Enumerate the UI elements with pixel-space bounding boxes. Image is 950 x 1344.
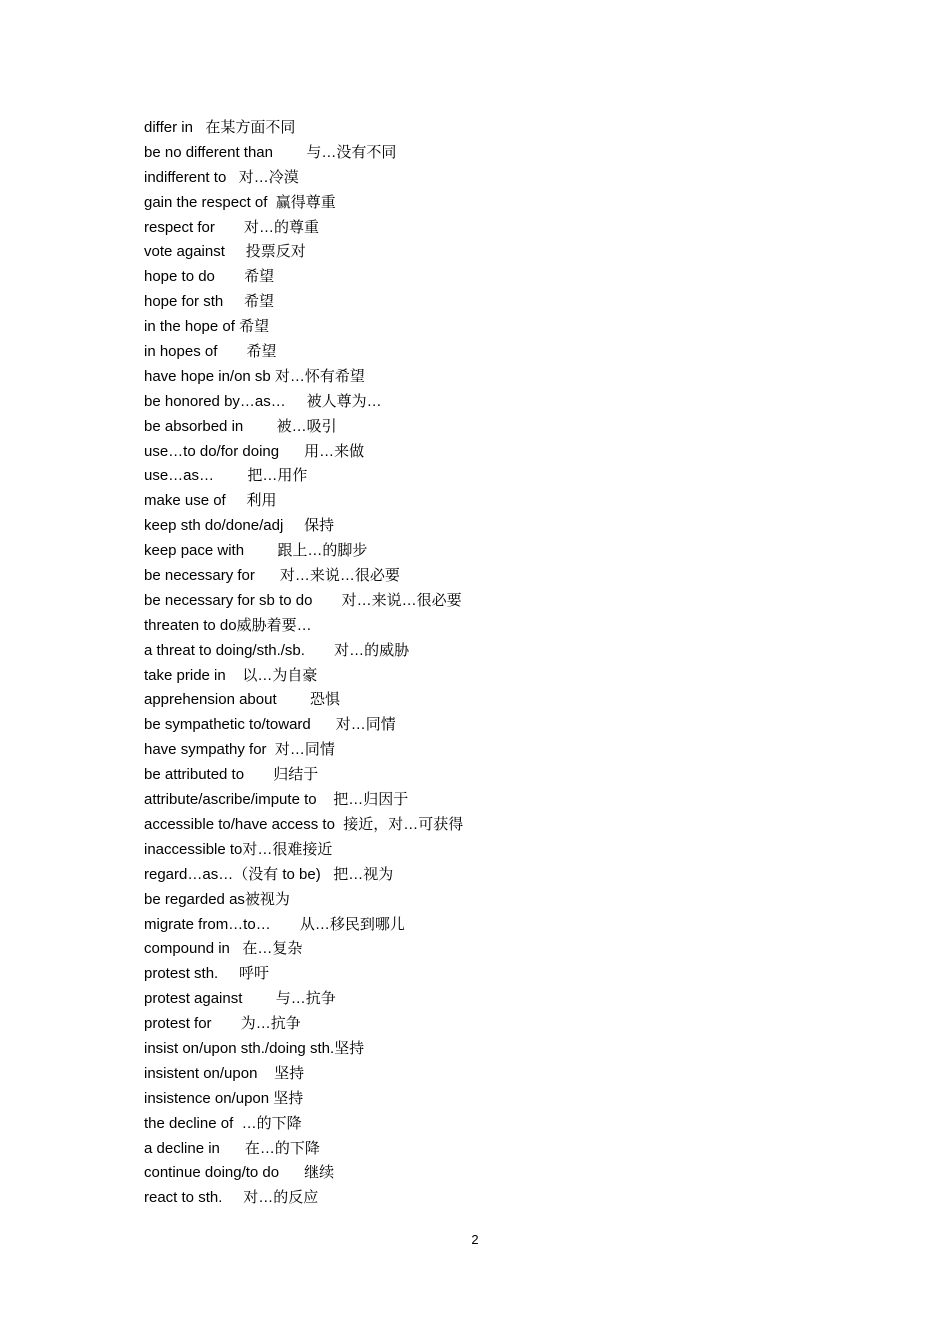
list-item: compound in 在…复杂 <box>144 940 303 958</box>
list-item: take pride in 以…为自豪 <box>144 666 318 684</box>
list-item: insistence on/upon 坚持 <box>144 1089 304 1107</box>
list-item: be absorbed in 被…吸引 <box>144 417 337 435</box>
list-item: the decline of …的下降 <box>144 1114 302 1132</box>
list-item: differ in 在某方面不同 <box>144 119 296 136</box>
list-item: make use of 利用 <box>144 492 277 510</box>
list-item: in the hope of 希望 <box>144 318 270 336</box>
list-item: keep pace with 跟上…的脚步 <box>144 542 368 560</box>
phrase-list <box>144 116 463 1211</box>
list-item: have hope in/on sb 对…怀有希望 <box>144 367 365 385</box>
list-item: indifferent to 对…冷漠 <box>144 168 299 186</box>
list-item: gain the respect of 赢得尊重 <box>144 193 336 211</box>
list-item: a threat to doing/sth./sb. 对…的威胁 <box>144 641 410 659</box>
list-item: protest sth. 呼吁 <box>144 965 270 983</box>
list-item: protest for 为…抗争 <box>144 1015 301 1033</box>
list-item: apprehension about 恐惧 <box>144 691 340 709</box>
list-item: attribute/ascribe/impute to 把…归因于 <box>144 791 409 809</box>
list-item: accessible to/have access to 接近，对…可获得 <box>144 815 464 833</box>
list-item: be necessary for sb to do 对…来说…很必要 <box>144 591 462 609</box>
list-item: continue doing/to do 继续 <box>144 1164 335 1182</box>
page-number: 2 <box>471 1232 479 1247</box>
list-item: respect for 对…的尊重 <box>144 218 320 236</box>
list-item: inaccessible to对…很难接近 <box>144 840 333 858</box>
list-item: insistent on/upon 坚持 <box>144 1064 305 1082</box>
list-item: regard…as…（没有 to be) 把…视为 <box>144 865 394 883</box>
list-item: hope to do 希望 <box>144 268 275 286</box>
list-item: be no different than 与…没有不同 <box>144 143 397 161</box>
list-item: be necessary for 对…来说…很必要 <box>144 567 400 585</box>
list-item: react to sth. 对…的反应 <box>144 1189 319 1207</box>
list-item: threaten to do威胁着要… <box>144 616 312 634</box>
list-item: use…as… 把…用作 <box>144 467 308 485</box>
list-item: be sympathetic to/toward 对…同情 <box>144 716 396 734</box>
list-item: have sympathy for 对…同情 <box>144 741 335 759</box>
list-item: in hopes of 希望 <box>144 343 277 361</box>
list-item: protest against 与…抗争 <box>144 990 336 1008</box>
list-item: be honored by…as… 被人尊为… <box>144 392 382 410</box>
list-item: keep sth do/done/adj 保持 <box>144 517 335 535</box>
list-item: a decline in 在…的下降 <box>144 1139 320 1157</box>
list-item: migrate from…to… 从…移民到哪儿 <box>144 915 405 933</box>
list-item: insist on/upon sth./doing sth.坚持 <box>144 1039 365 1057</box>
list-item: use…to do/for doing 用…来做 <box>144 442 365 460</box>
list-item: be regarded as被视为 <box>144 890 290 908</box>
list-item: hope for sth 希望 <box>144 293 275 311</box>
list-item: be attributed to 归结于 <box>144 766 319 784</box>
list-item: vote against 投票反对 <box>144 243 306 261</box>
